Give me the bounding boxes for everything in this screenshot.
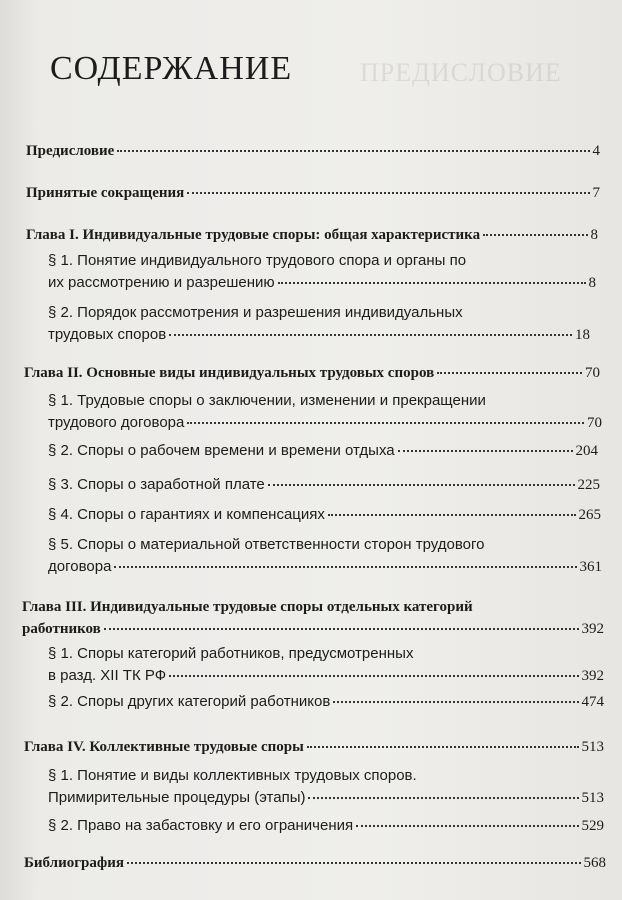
toc-entry-chapter (26, 182, 600, 204)
toc-entry-section (48, 534, 602, 578)
dot-leader (308, 796, 578, 799)
toc-page-number: 225 (577, 477, 600, 493)
toc-entry-chapter (22, 596, 604, 640)
dot-leader (268, 483, 575, 486)
toc-page-number: 568 (583, 855, 606, 871)
toc-entry-title: Глава I. Индивидуальные трудовые споры: общая характеристика (26, 227, 481, 243)
dot-leader (114, 565, 576, 568)
toc-entry-title: Глава IV. Коллективные трудовые споры (24, 739, 304, 755)
toc-entry-title: Библиография (24, 855, 125, 871)
toc-page-number: 361 (579, 559, 602, 575)
toc-entry-chapter (24, 736, 604, 758)
toc-entry-title: § 3. Споры о заработной плате (48, 476, 265, 493)
toc-entry-section (48, 440, 598, 462)
toc-entry-title: § 4. Споры о гарантиях и компенсациях (48, 506, 325, 523)
toc-page-number: 529 (581, 818, 604, 834)
toc-page-number: 392 (581, 668, 604, 684)
toc-entry-section (48, 815, 604, 837)
dot-leader (356, 824, 578, 827)
toc-entry-title: § 2. Порядок рассмотрения и разрешения индивидуальных (48, 304, 463, 321)
toc-entry-section (48, 474, 600, 496)
dot-leader (483, 233, 587, 236)
dot-leader (398, 449, 573, 452)
dot-leader (117, 149, 589, 152)
toc-page-number: 4 (592, 143, 600, 159)
dot-leader (127, 861, 580, 864)
toc-page-number: 474 (581, 694, 604, 710)
toc-entry-chapter (24, 362, 600, 384)
toc-entry-title: их рассмотрению и разрешению (48, 274, 275, 291)
dot-leader (328, 513, 576, 516)
dot-leader (307, 745, 579, 748)
toc-entry-title: Примирительные процедуры (этапы) (48, 789, 306, 806)
toc-entry-section (48, 643, 604, 687)
toc-entry-section (48, 250, 596, 294)
toc-entry-title: работников (22, 621, 101, 637)
toc-entry-title: Глава III. Индивидуальные трудовые споры отдельных категорий (22, 599, 473, 615)
toc-entry-title: § 1. Понятие и виды коллективных трудовых споров. (48, 767, 417, 784)
dot-leader (278, 281, 586, 284)
toc-entry-title: § 2. Споры о рабочем времени и времени отдыха (48, 442, 395, 459)
toc-entry-title: Предисловие (26, 143, 115, 159)
dot-leader (187, 421, 584, 424)
toc-entry-section (48, 765, 604, 809)
toc-page-number: 70 (587, 415, 602, 431)
toc-page-number: 265 (578, 507, 601, 523)
toc-entry-title: Принятые сокращения (26, 185, 185, 201)
toc-entry-section (48, 390, 602, 434)
toc-entry-title: § 2. Право на забастовку и его ограничения (48, 817, 354, 834)
bleed-through-header: ПРЕДИСЛОВИЕ (360, 58, 562, 87)
toc-entry-chapter (26, 224, 598, 246)
toc-entry-title: трудового договора (48, 414, 185, 431)
toc-page-number: 8 (588, 275, 596, 291)
toc-entry-chapter (24, 852, 606, 874)
toc-entry-title: трудовых споров (48, 326, 167, 343)
dot-leader (169, 333, 572, 336)
toc-page-number: 204 (575, 443, 598, 459)
toc-entry-section (48, 302, 590, 346)
toc-entry-title: § 1. Споры категорий работников, предусмотренных (48, 645, 414, 662)
page-title: СОДЕРЖАНИЕ (50, 50, 293, 87)
toc-page-number: 70 (585, 365, 600, 381)
dot-leader (187, 191, 589, 194)
toc-entry-title: § 5. Споры о материальной ответственности сторон трудового (48, 536, 485, 553)
toc-page-number: 392 (581, 621, 604, 637)
toc-entry-title: договора (48, 558, 112, 575)
toc-page-number: 513 (581, 790, 604, 806)
dot-leader (333, 700, 578, 703)
toc-entry-title: § 2. Споры других категорий работников (48, 693, 331, 710)
toc-page-number: 7 (592, 185, 600, 201)
toc-page-number: 18 (575, 327, 590, 343)
toc-entry-chapter (26, 140, 600, 162)
dot-leader (437, 371, 582, 374)
toc-page-number: 513 (581, 739, 604, 755)
toc-entry-title: § 1. Трудовые споры о заключении, изменении и прекращении (48, 392, 486, 409)
toc-entry-section (48, 504, 601, 526)
dot-leader (169, 674, 578, 677)
toc-page-number: 8 (590, 227, 598, 243)
toc-entry-title: Глава II. Основные виды индивидуальных трудовых споров (24, 365, 435, 381)
toc-entry-title: в разд. XII ТК РФ (48, 667, 167, 684)
toc-entry-section (48, 691, 604, 713)
toc-entry-title: § 1. Понятие индивидуального трудового спора и органы по (48, 252, 467, 269)
dot-leader (104, 627, 579, 630)
